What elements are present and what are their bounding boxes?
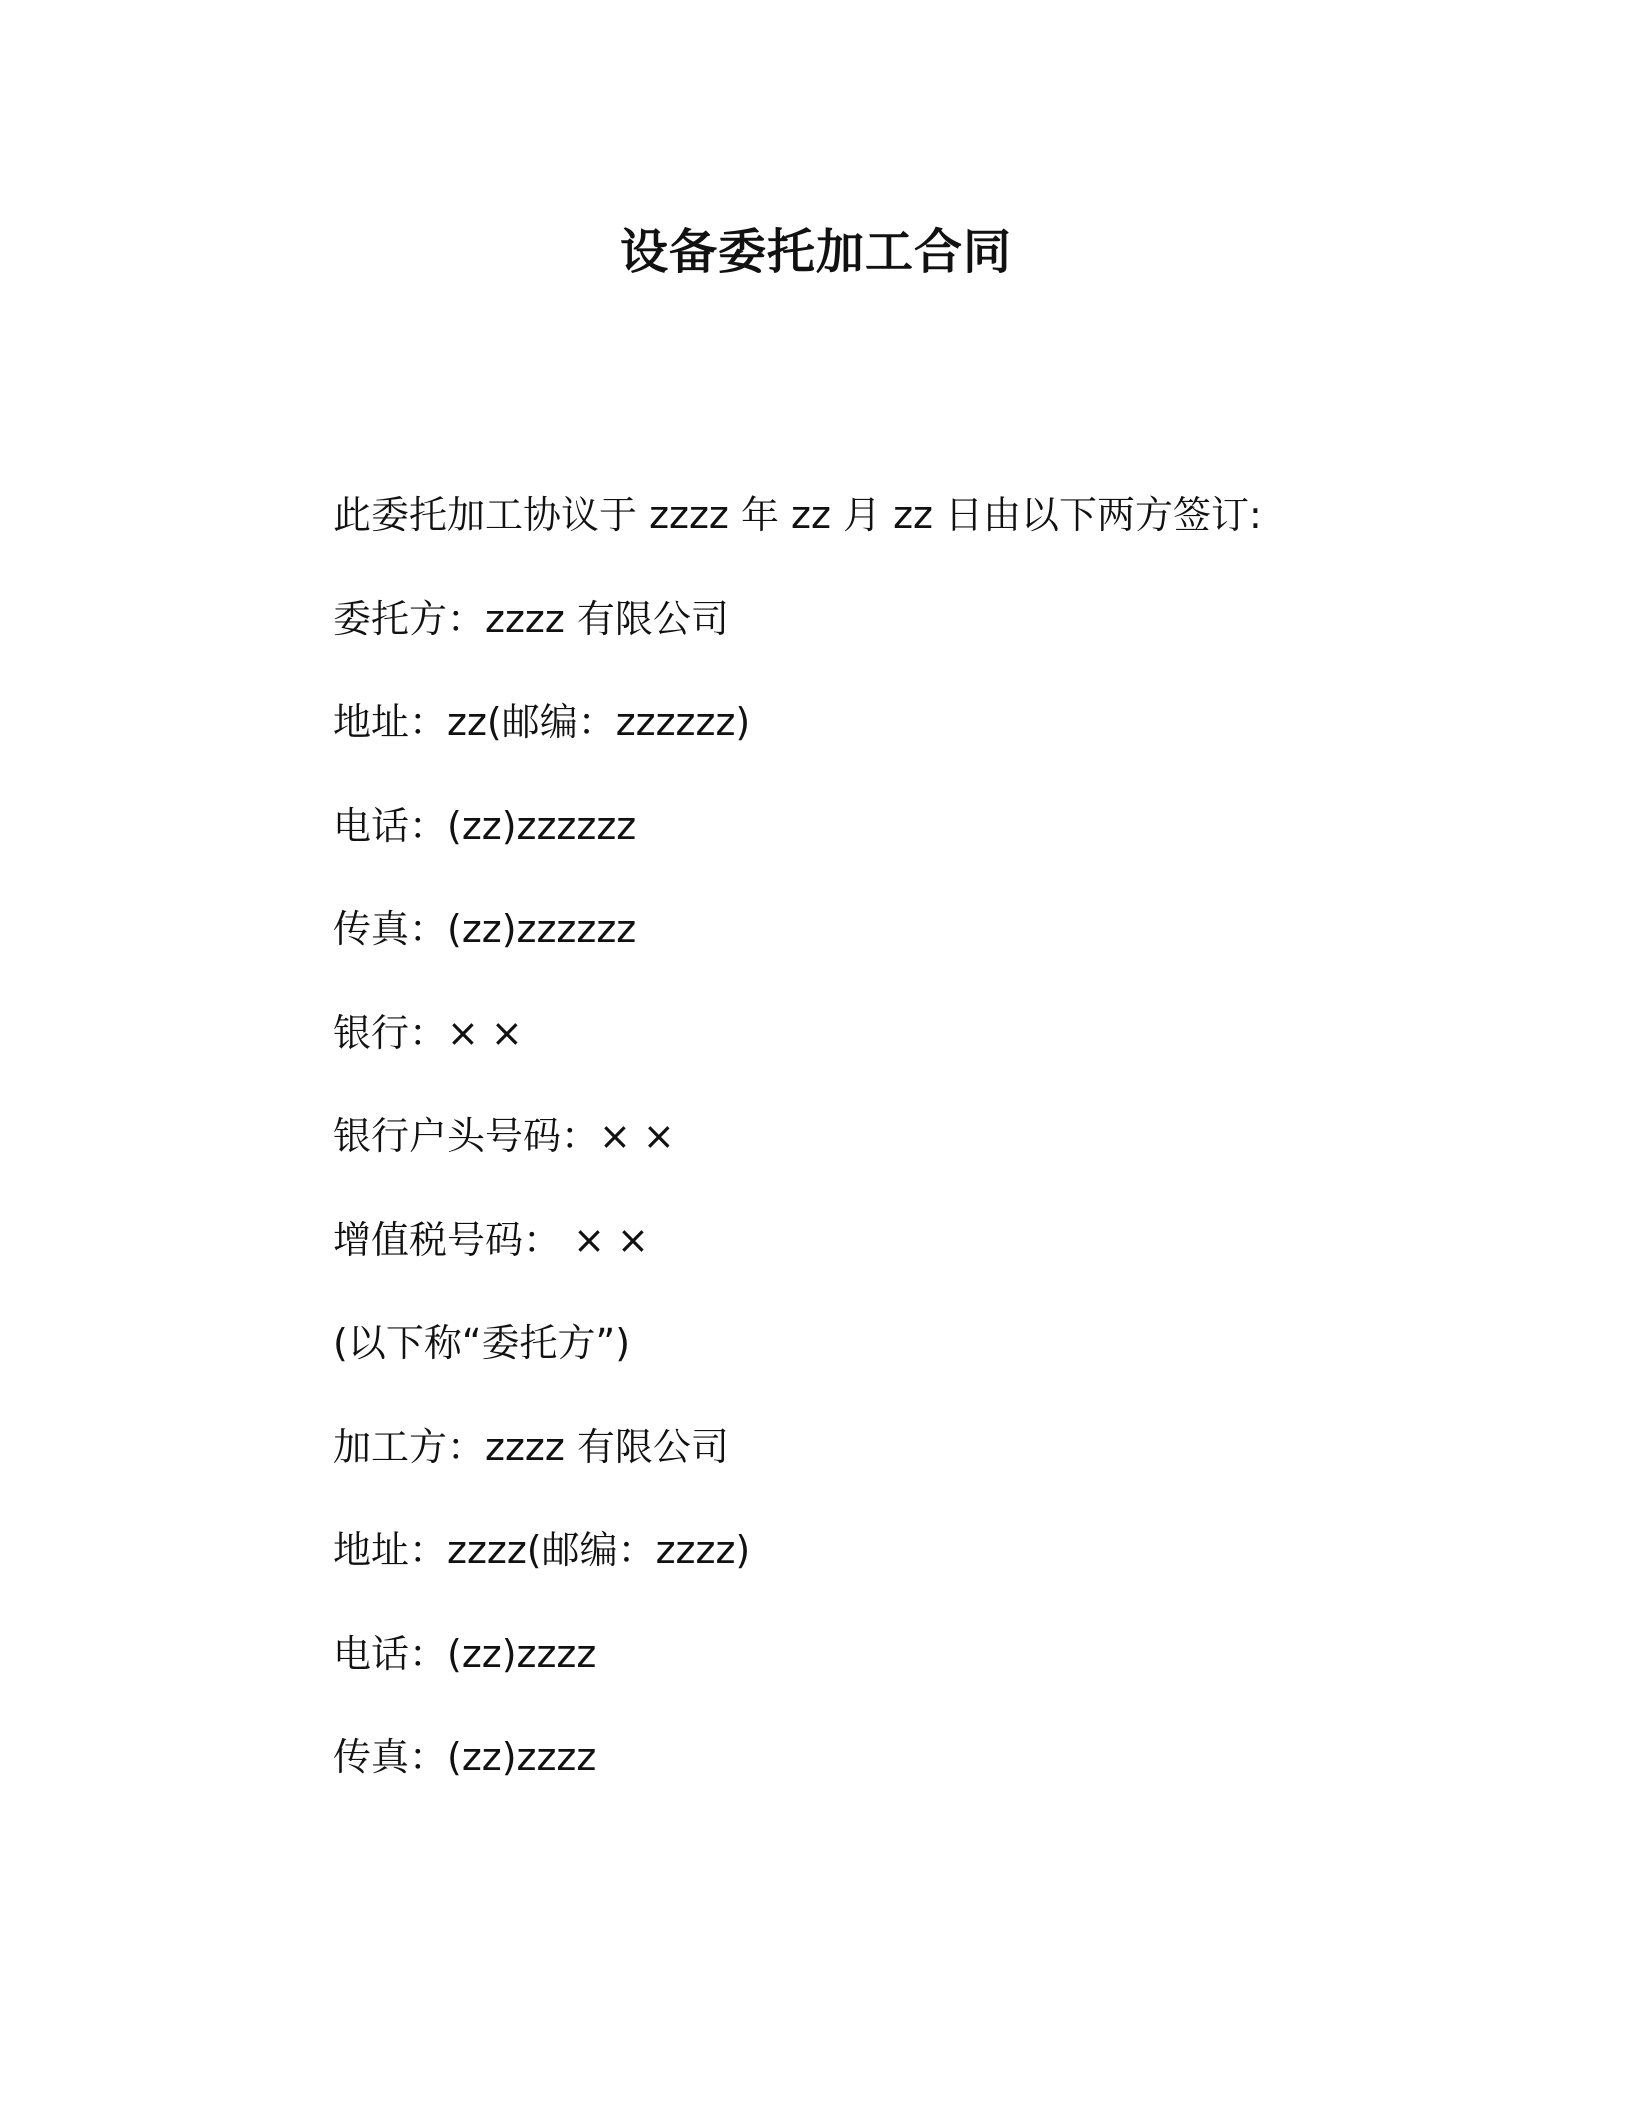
agreement-intro: 此委托加工协议于 zzzz 年 zz 月 zz 日由以下两方签订: xyxy=(333,493,1262,537)
document-title: 设备委托加工合同 xyxy=(619,224,1012,280)
processor-fax: 传真：(zz)zzzz xyxy=(333,1735,597,1779)
client-name: 委托方：zzzz 有限公司 xyxy=(333,596,729,641)
processor-address: 地址：zzzz(邮编：zzzz) xyxy=(333,1528,751,1572)
client-bank-account: 银行户头号码：× × xyxy=(333,1114,675,1158)
client-vat-number: 增值税号码： × × xyxy=(333,1217,649,1262)
client-address: 地址：zz(邮编：zzzzzz) xyxy=(333,700,751,744)
document-body xyxy=(333,490,1333,1836)
client-bank: 银行：× × xyxy=(333,1010,523,1055)
client-alias-note: (以下称“委托方”) xyxy=(333,1321,631,1365)
processor-name: 加工方：zzzz 有限公司 xyxy=(333,1424,729,1469)
client-fax: 传真：(zz)zzzzzz xyxy=(333,907,637,951)
processor-phone: 电话：(zz)zzzz xyxy=(333,1631,597,1676)
client-phone: 电话：(zz)zzzzzz xyxy=(333,803,637,848)
